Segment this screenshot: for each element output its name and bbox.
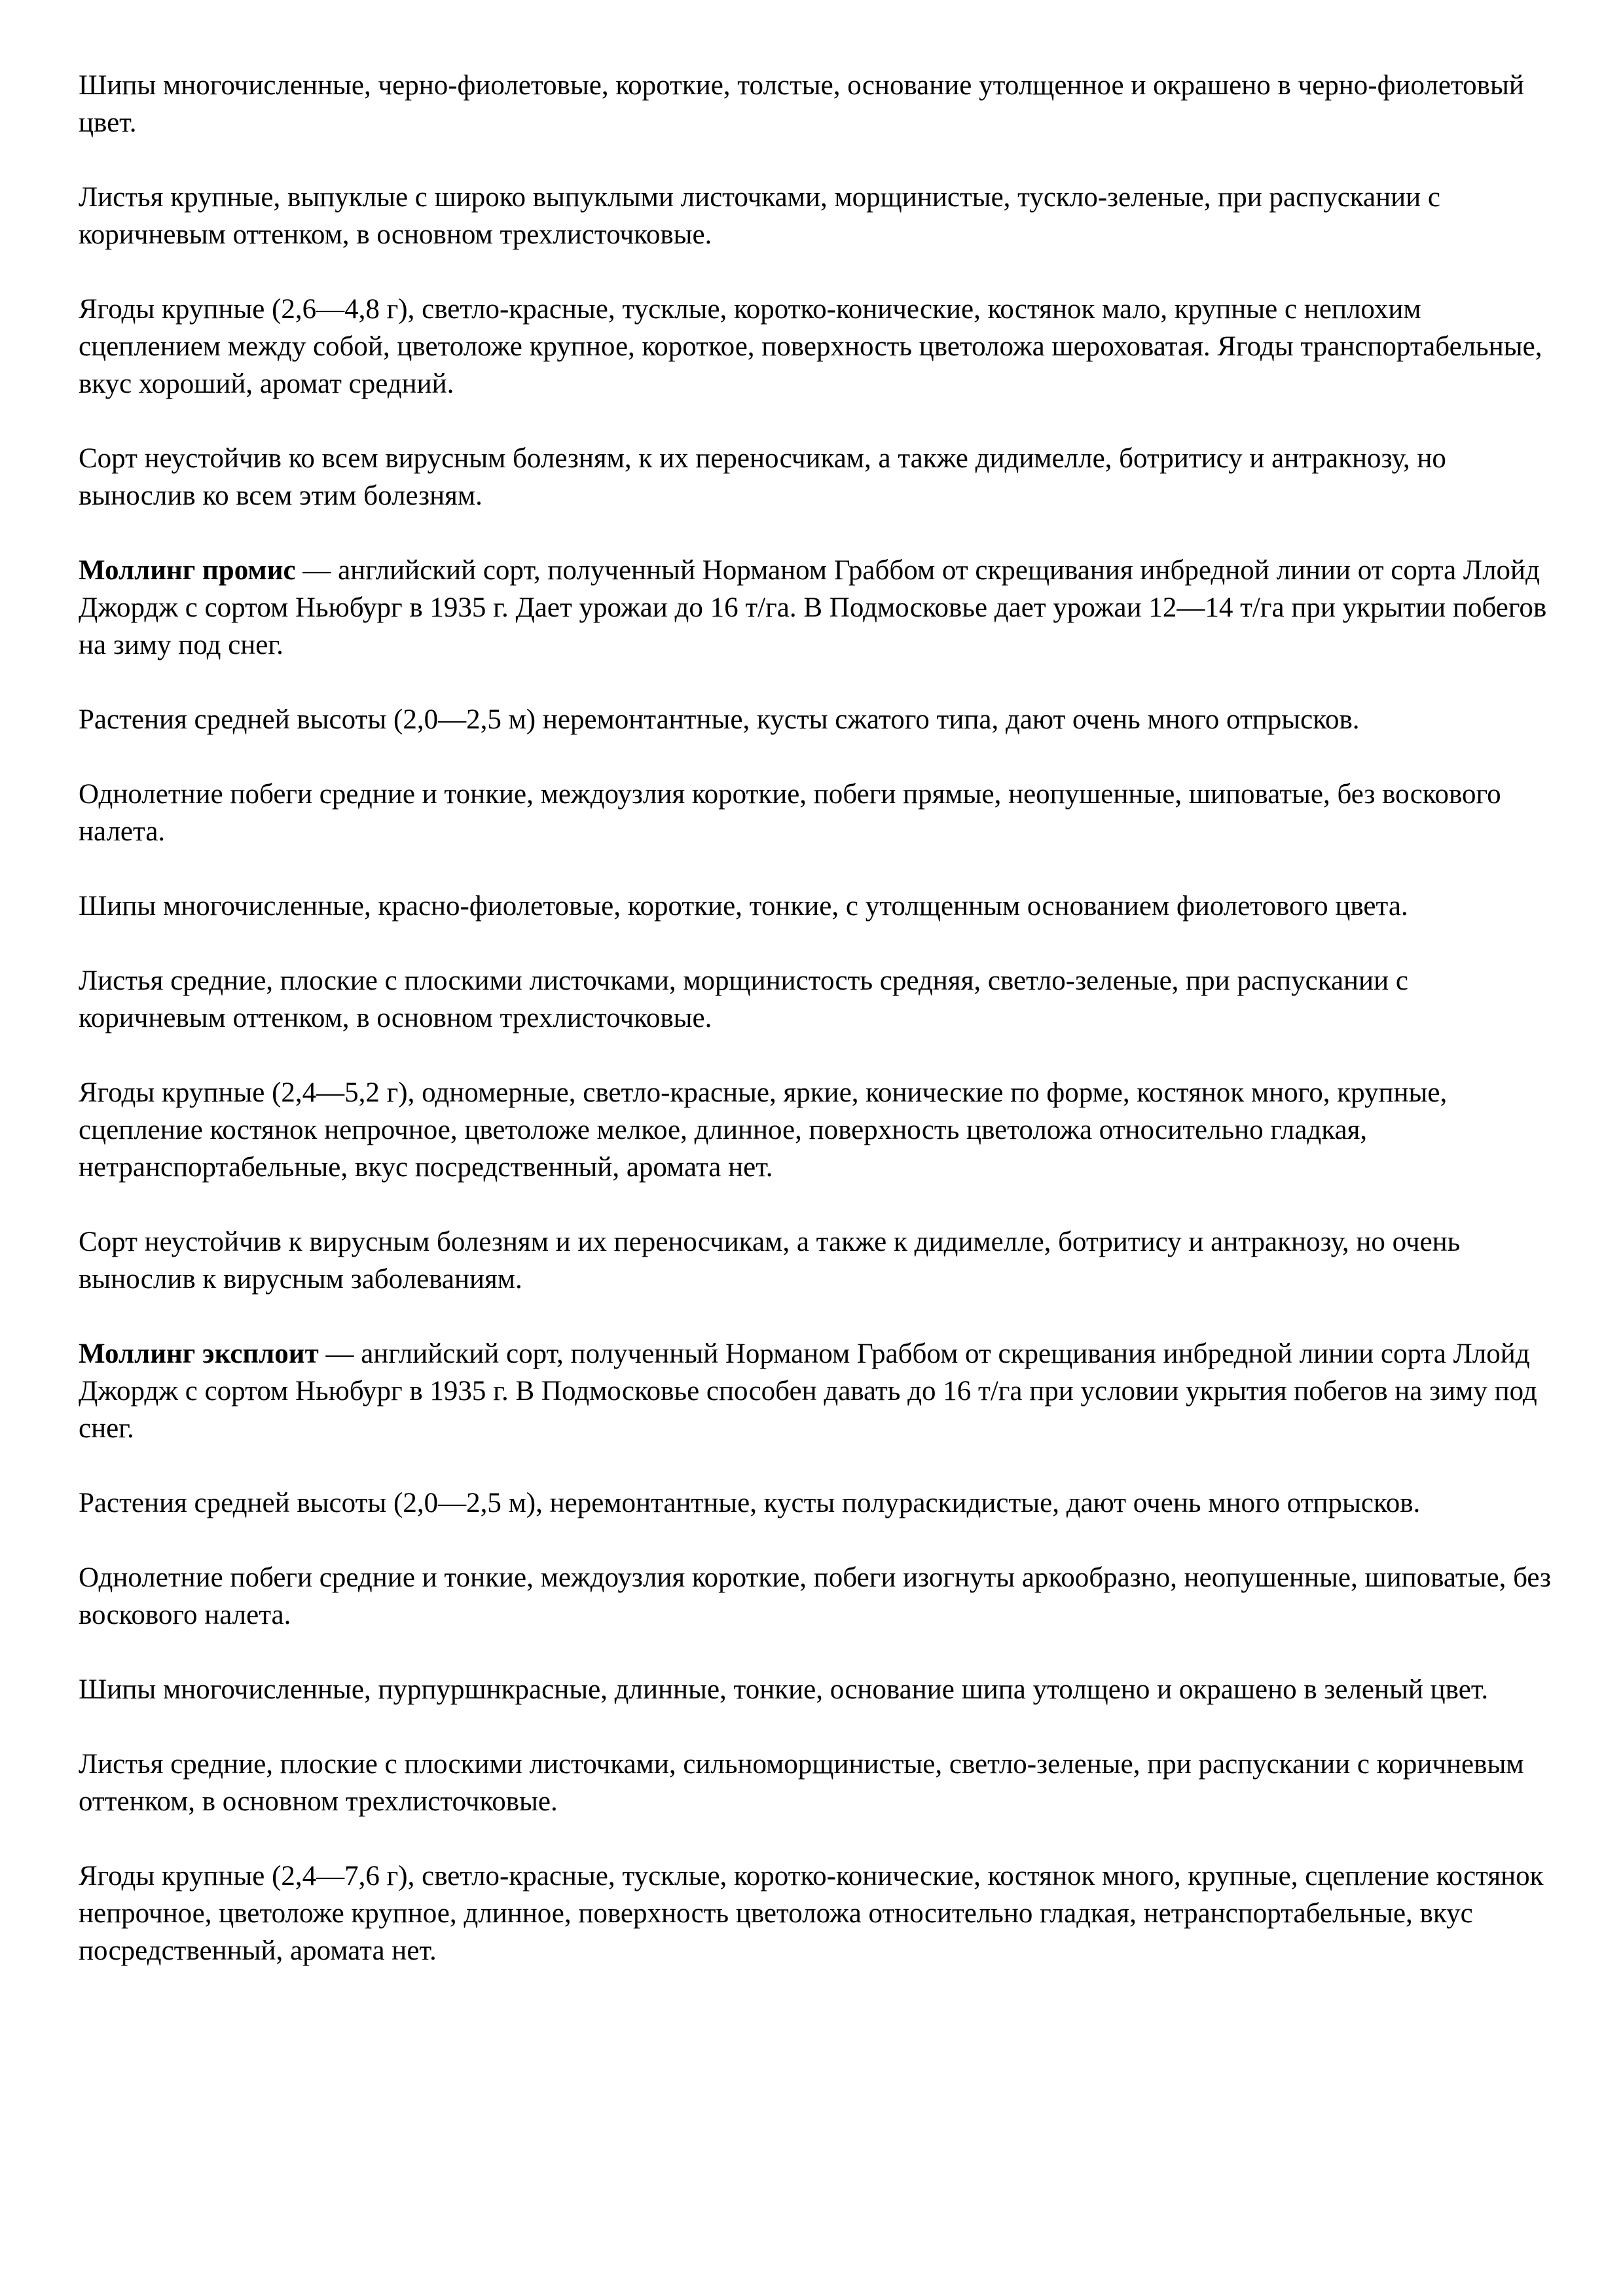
paragraph-text: Однолетние побеги средние и тонкие, междоузлия короткие, побеги изогнуты аркообразно, неопушенные, шиповатые, без воскового налета.	[79, 1562, 1551, 1630]
paragraph-berries-3	[79, 1857, 1558, 1969]
paragraph-text: Шипы многочисленные, красно-фиолетовые, короткие, тонкие, с утолщенным основанием фиолетового цвета.	[79, 891, 1408, 922]
variety-name: Моллинг промис	[79, 555, 296, 586]
paragraph-thorns-2	[79, 888, 1558, 925]
paragraph-text: Сорт неустойчив ко всем вирусным болезням, к их переносчикам, а также дидимелле, ботритису и антракнозу, но вынослив ко всем этим болезням.	[79, 443, 1446, 511]
paragraph-text: Однолетние побеги средние и тонкие, междоузлия короткие, побеги прямые, неопушенные, шиповатые, без воскового налета.	[79, 779, 1501, 847]
paragraph-variety-malling-promise	[79, 552, 1558, 664]
paragraph-text: Листья средние, плоские с плоскими листочками, морщинистость средняя, светло-зеленые, при распускании с коричневым оттенком, в основном трехлисточковые.	[79, 965, 1408, 1033]
paragraph-plants-3	[79, 1484, 1558, 1522]
paragraph-text: Растения средней высоты (2,0—2,5 м), неремонтантные, кусты полураскидистые, дают очень много отпрысков.	[79, 1488, 1421, 1518]
paragraph-berries-1	[79, 291, 1558, 403]
paragraph-variety-malling-exploit	[79, 1335, 1558, 1447]
paragraph-berries-2	[79, 1074, 1558, 1186]
paragraph-thorns-1	[79, 67, 1558, 141]
document-page	[79, 67, 1558, 2007]
paragraph-text: Листья крупные, выпуклые с широко выпуклыми листочками, морщинистые, тускло-зеленые, при распускании с коричневым оттенком, в основном трехлисточковые.	[79, 182, 1440, 250]
paragraph-text: Растения средней высоты (2,0—2,5 м) неремонтантные, кусты сжатого типа, дают очень много отпрысков.	[79, 704, 1360, 735]
paragraph-leaves-1	[79, 179, 1558, 253]
paragraph-text: — английский сорт, полученный Норманом Граббом от скрещивания инбредной линии сорта Ллойд Джордж с сортом Ньюбург в 1935 г. В Подмосковье способен давать до 16 т/га при условии укрытия побегов на зиму под снег.	[79, 1338, 1537, 1444]
paragraph-text: Ягоды крупные (2,6—4,8 г), светло-красные, тусклые, коротко-конические, костянок мало, крупные с неплохим сцеплением между собой, цветоложе крупное, короткое, поверхность цветоложа шероховатая. Ягоды транспортабельные, вкус хороший, аромат средний.	[79, 294, 1542, 399]
paragraph-text: Листья средние, плоские с плоскими листочками, сильноморщинистые, светло-зеленые, при распускании с коричневым оттенком, в основном трехлисточковые.	[79, 1749, 1524, 1817]
paragraph-text: Ягоды крупные (2,4—7,6 г), светло-красные, тусклые, коротко-конические, костянок много, крупные, сцепление костянок непрочное, цветоложе крупное, длинное, поверхность цветоложа относительно гладкая, нетранспортабельные, вкус посредственный, аромата нет.	[79, 1861, 1544, 1966]
paragraph-resistance-2	[79, 1223, 1558, 1298]
paragraph-shoots-3	[79, 1559, 1558, 1634]
paragraph-shoots-2	[79, 776, 1558, 850]
paragraph-text: Ягоды крупные (2,4—5,2 г), одномерные, светло-красные, яркие, конические по форме, костянок много, крупные, сцепление костянок непрочное, цветоложе мелкое, длинное, поверхность цветоложа относительно гладкая, нетранспортабельные, вкус посредственный, аромата нет.	[79, 1077, 1448, 1183]
paragraph-leaves-2	[79, 962, 1558, 1037]
paragraph-leaves-3	[79, 1746, 1558, 1820]
paragraph-plants-2	[79, 701, 1558, 738]
paragraph-thorns-3	[79, 1671, 1558, 1708]
paragraph-text: Сорт неустойчив к вирусным болезням и их переносчикам, а также к дидимелле, ботритису и антракнозу, но очень вынослив к вирусным заболеваниям.	[79, 1227, 1461, 1295]
paragraph-resistance-1	[79, 440, 1558, 514]
paragraph-text: Шипы многочисленные, пурпуршнкрасные, длинные, тонкие, основание шипа утолщено и окрашено в зеленый цвет.	[79, 1674, 1489, 1705]
paragraph-text: — английский сорт, полученный Норманом Граббом от скрещивания инбредной линии от сорта Ллойд Джордж с сортом Ньюбург в 1935 г. Дает урожаи до 16 т/га. В Подмосковье дает урожаи 12—14 т/га при укрытии побегов на зиму под снег.	[79, 555, 1547, 660]
paragraph-text: Шипы многочисленные, черно-фиолетовые, короткие, толстые, основание утолщенное и окрашено в черно-фиолетовый цвет.	[79, 70, 1524, 138]
variety-name: Моллинг эксплоит	[79, 1338, 319, 1369]
